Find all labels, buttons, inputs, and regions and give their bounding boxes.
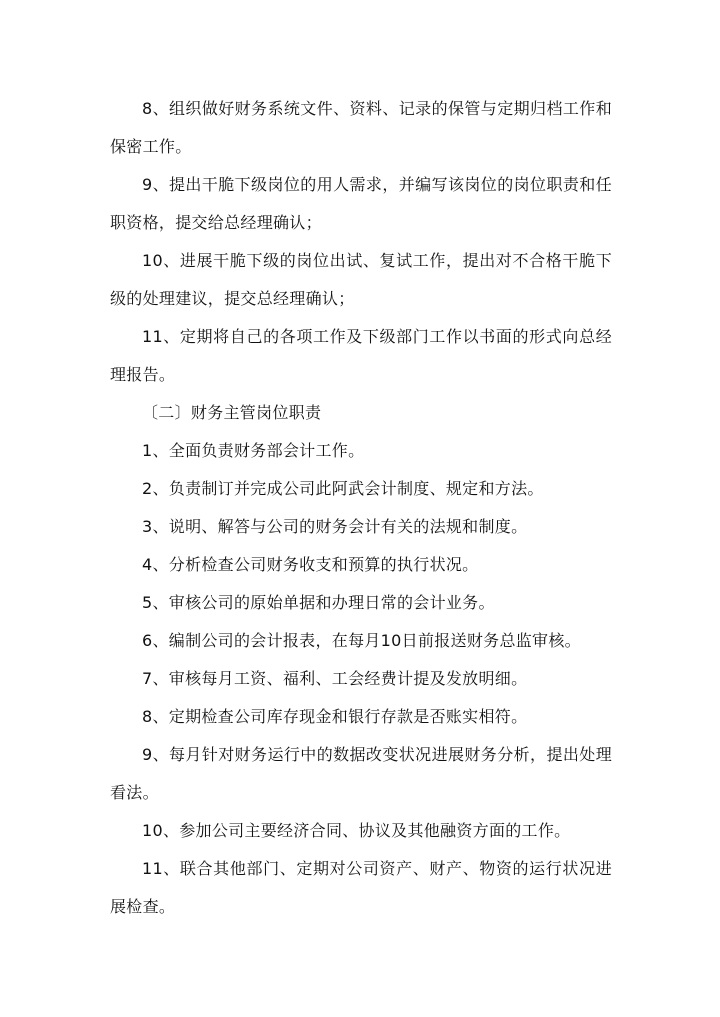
paragraph-item-8-archiving: 8、组织做好财务系统文件、资料、记录的保管与定期归档工作和保密工作。 (110, 99, 612, 156)
duty-item-7: 7、审核每月工资、福利、工会经费计提及发放明细。 (142, 669, 528, 688)
duty-item-8: 8、定期检查公司库存现金和银行存款是否账实相符。 (142, 707, 528, 726)
paragraph-item-11-reporting: 11、定期将自己的各项工作及下级部门工作以书面的形式向总经理报告。 (110, 327, 612, 384)
duty-item-3: 3、说明、解答与公司的财务会计有关的法规和制度。 (142, 517, 528, 536)
paragraph-item-10-interviews: 10、进展干脆下级的岗位出试、复试工作，提出对不合格干脆下级的处理建议，提交总经理确认； (110, 251, 612, 308)
duty-item-11: 11、联合其他部门、定期对公司资产、财产、物资的运行状况进展检查。 (110, 859, 612, 916)
duty-item-2: 2、负责制订并完成公司此阿武会计制度、规定和方法。 (142, 479, 544, 498)
document-body (110, 90, 612, 926)
duty-item-9: 9、每月针对财务运行中的数据改变状况进展财务分析，提出处理看法。 (110, 745, 612, 802)
duty-item-4: 4、分析检查公司财务收支和预算的执行状况。 (142, 555, 479, 574)
duty-item-10: 10、参加公司主要经济合同、协议及其他融资方面的工作。 (142, 821, 571, 840)
duty-item-5: 5、审核公司的原始单据和办理日常的会计业务。 (142, 593, 495, 612)
duty-item-1: 1、全面负责财务部会计工作。 (142, 441, 365, 460)
section-heading-finance-supervisor: 〔二〕财务主管岗位职责 (142, 403, 322, 422)
paragraph-item-9-staffing-needs: 9、提出干脆下级岗位的用人需求，并编写该岗位的岗位职责和任职资格，提交给总经理确认； (110, 175, 612, 232)
duty-item-6: 6、编制公司的会计报表，在每月10日前报送财务总监审核。 (142, 631, 581, 650)
